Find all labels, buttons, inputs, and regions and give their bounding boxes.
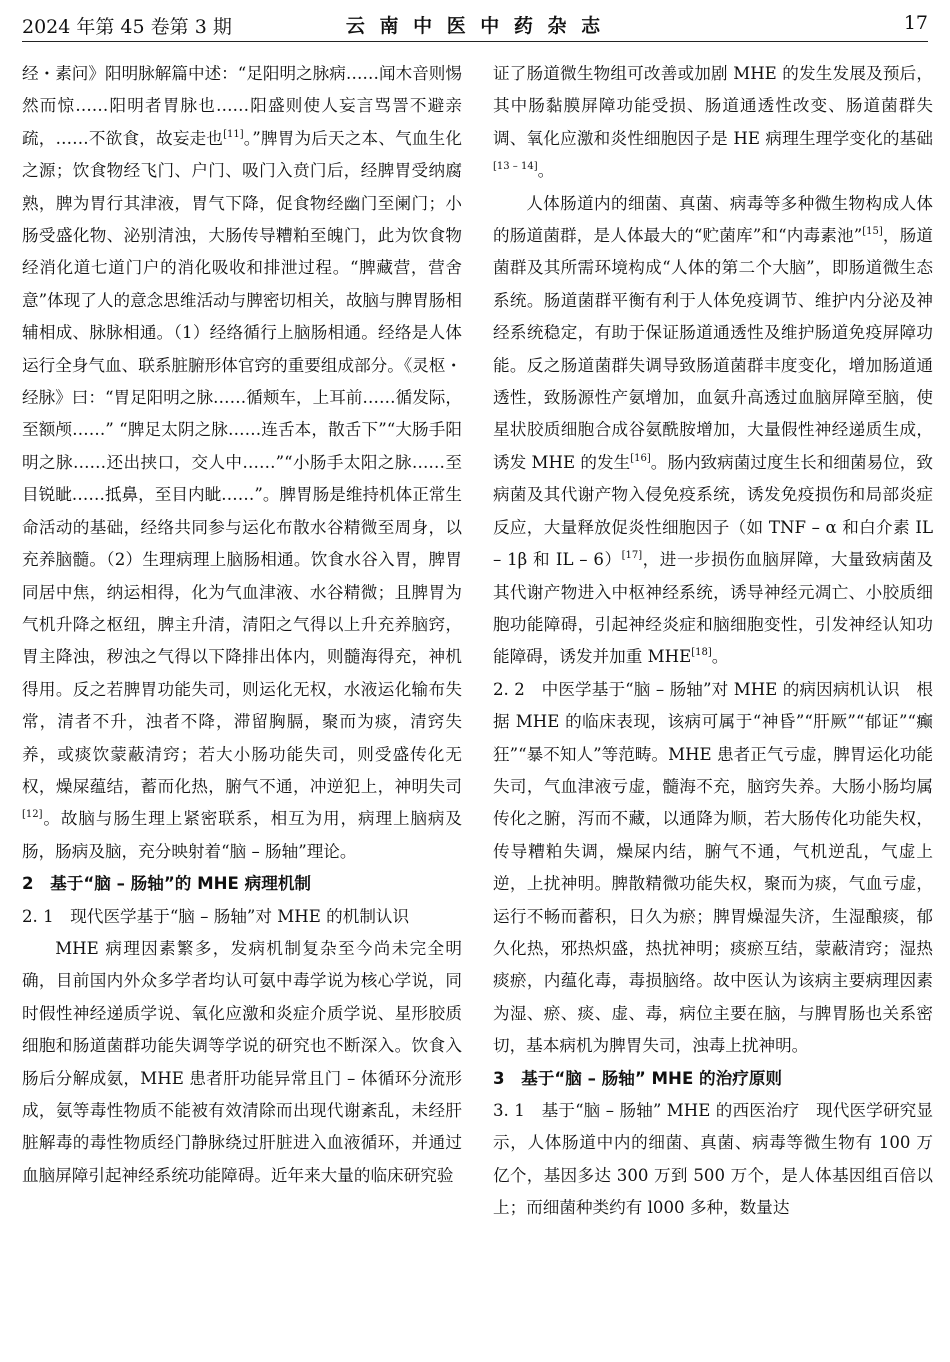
paragraph: 经・素问》阳明脉解篇中述：“足阳明之脉病……闻木音则惕然而惊……阳明者胃脉也……阳盛则使人妄言骂詈不避亲疏，……不欲食，故妄走也[11]。”脾胃为后天之本、气血生化之源；饮食物经飞门、户门、吸门入贲门后，经脾胃受纳腐熟，脾为胃行其津液，胃气下降，促食物经幽门至阑门；小肠受盛化物、泌别清浊，大肠传导糟粕至魄门，此为饮食物经消化道七道门户的消化吸收和排泄过程。“脾藏营，营舍意”体现了人的意念思维活动与脾密切相关，故脑与脾胃肠相辅相成、脉脉相通。（1）经络循行上脑肠相通。经络是人体运行全身气血、联系脏腑形体官窍的重要组成部分。《灵枢・经脉》曰：“胃足阳明之脉……循颊车，上耳前……循发际，至额颅……” “脾足太阴之脉……连舌本，散舌下”“大肠手阳明之脉……还出挟口，交人中……”“小肠手太阳之脉……至目锐眦……抵鼻，至目内眦……”。脾胃肠是维持机体正常生命活动的基础，经络共同参与运化布散水谷精微至周身，以充养脑髓。（2）生理病理上脑肠相通。饮食水谷入胃，脾胃同居中焦，纳运相得，化为气血津液、水谷精微；且脾胃为气机升降之枢纽，脾主升清，清阳之气得以上升充养脑窍，胃主降浊，秽浊之气得以下降排出体内，则髓海得充，神机得用。反之若脾胃功能失司，则运化无权，水液运化输布失常，清者不升，浊者不降，滞留胸膈，聚而为痰，清窍失养，或痰饮蒙蔽清窍；若大小肠功能失司，则受盛传化无权，燥屎蕴结，蓄而化热，腑气不通，冲逆犯上，神明失司[12]。故脑与肠生理上紧密联系，相互为用，病理上脑病及肠，肠病及脑，充分映射着“脑 – 肠轴”理论。 bbox=[22, 64, 462, 861]
left-column bbox=[22, 58, 462, 1192]
journal-title: 云 南 中 医 中 药 杂 志 bbox=[345, 15, 605, 37]
header-rule bbox=[22, 41, 928, 42]
section-heading-3: 3 基于“脑 – 肠轴” MHE 的治疗原则 bbox=[493, 1068, 783, 1088]
subsection-heading-2-2: 2. 2 中医学基于“脑 – 肠轴”对 MHE 的病因病机认识 bbox=[493, 679, 900, 699]
subsection-heading-2-1: 2. 1 现代医学基于“脑 – 肠轴”对 MHE 的机制认识 bbox=[22, 906, 410, 926]
paragraph: 2. 2 中医学基于“脑 – 肠轴”对 MHE 的病因病机认识 根据 MHE 的临床表现，该病可属于“神昏”“肝厥”“郁证”“癫狂”“暴不知人”等范畴。MHE 患者正气亏虚，脾胃运化功能失司，气血津液亏虚，髓海不充，脑窍失养。大肠小肠均属传化之腑，泻而不藏，以通降为顺，若大肠传化功能失权，传导糟粕失调，燥屎内结，腑气不通，气机逆乱，气虚上逆，上扰神明。脾散精微功能失权，聚而为痰，气血亏虚，运行不畅而蓄积，日久为瘀；脾胃燥湿失济，生湿酿痰，郁久化热，邪热炽盛，热扰神明；痰瘀互结，蒙蔽清窍；湿热痰瘀，内蕴化毒，毒损脑络。故中医认为该病主要病理因素为湿、瘀、痰、虚、毒，病位主要在脑，与脾胃肠也关系密切，基本病机为脾胃失司，浊毒上扰神明。 bbox=[493, 679, 933, 1056]
paragraph: 证了肠道微生物组可改善或加剧 MHE 的发生发展及预后，其中肠黏膜屏障功能受损、肠道通透性改变、肠道菌群失调、氧化应激和炎性细胞因子是 HE 病理生理学变化的基础[13 – 14]。 bbox=[493, 64, 933, 181]
citation: [11] bbox=[223, 128, 244, 140]
page-header bbox=[22, 0, 928, 38]
paragraph: 人体肠道内的细菌、真菌、病毒等多种微生物构成人体的肠道菌群，是人体最大的“贮菌库”和“内毒素池”[15]，肠道菌群及其所需环境构成“人体的第二个大脑”，即肠道微生态系统。肠道菌群平衡有利于人体免疫调节、维护内分泌及神经系统稳定，有助于保证肠道通透性及维护肠道免疫屏障功能。反之肠道菌群失调导致肠道菌群丰度变化，增加肠道通透性，致肠源性产氨增加，血氨升高透过血脑屏障至脑，使星状胶质细胞合成谷氨酰胺增加，大量假性神经递质生成，诱发 MHE 的发生[16]。肠内致病菌过度生长和细菌易位，致病菌及其代谢产物入侵免疫系统，诱发免疫损伤和局部炎症反应，大量释放促炎性细胞因子（如 TNF – α 和白介素 IL – 1β 和 IL – 6）[17]，进一步损伤血脑屏障，大量致病菌及其代谢产物进入中枢神经系统，诱导神经元凋亡、小胶质细胞功能障碍，引起神经炎症和脑细胞变性，引发神经认知功能障碍，诱发并加重 MHE[18]。 bbox=[493, 193, 934, 667]
paragraph: MHE 病理因素繁多，发病机制复杂至今尚未完全明确，目前国内外众多学者均认可氨中毒学说为核心学说，同时假性神经递质学说、氧化应激和炎症介质学说、星形胶质细胞和肠道菌群功能失调等学说的研究也不断深入。饮食入肠后分解成氨，MHE 患者肝功能异常且门 – 体循环分流形成，氨等毒性物质不能被有效清除而出现代谢紊乱，未经肝脏解毒的毒性物质经门静脉绕过肝脏进入血液循环，并通过血脑屏障引起神经系统功能障碍。近年来大量的临床研究验 bbox=[22, 938, 462, 1185]
paragraph: 3. 1 基于“脑 – 肠轴” MHE 的西医治疗 现代医学研究显示，人体肠道中内的细菌、真菌、病毒等微生物有 100 万亿个，基因多达 300 万到 500 万个，是人体基因组百倍以上；而细菌种类约有 l000 多种，数量达 bbox=[493, 1101, 933, 1218]
citation: [12] bbox=[22, 809, 43, 821]
right-column bbox=[493, 58, 933, 1225]
citation: [13 – 14] bbox=[493, 161, 538, 173]
page-number: 17 bbox=[903, 12, 928, 34]
subsection-heading-3-1: 3. 1 基于“脑 – 肠轴” MHE 的西医治疗 bbox=[493, 1101, 800, 1120]
citation: [15] bbox=[862, 226, 883, 238]
citation: [17] bbox=[621, 550, 643, 562]
section-heading-2: 2 基于“脑 – 肠轴”的 MHE 病理机制 bbox=[22, 874, 312, 894]
issue-info: 2024 年第 45 卷第 3 期 bbox=[22, 16, 232, 38]
citation: [16] bbox=[630, 452, 651, 464]
citation: [18] bbox=[691, 647, 712, 659]
